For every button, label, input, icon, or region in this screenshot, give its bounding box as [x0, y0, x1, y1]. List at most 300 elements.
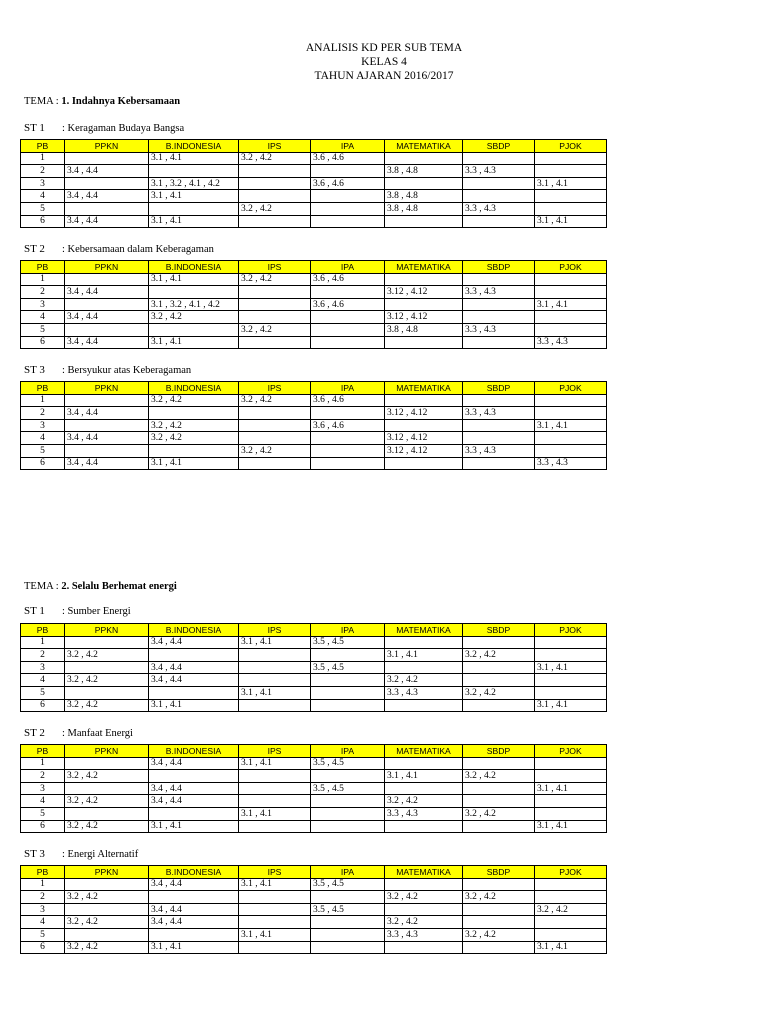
- column-header: IPA: [311, 866, 385, 879]
- kd-cell: 3.3 , 4.3: [385, 928, 463, 941]
- pb-cell: 3: [21, 419, 65, 432]
- kd-cell: [463, 916, 535, 929]
- kd-cell: 3.1 , 4.1: [535, 820, 607, 833]
- pb-cell: 4: [21, 916, 65, 929]
- pb-cell: 4: [21, 432, 65, 445]
- kd-cell: [463, 190, 535, 203]
- kd-cell: [239, 432, 311, 445]
- pb-cell: 4: [21, 674, 65, 687]
- kd-cell: 3.4 , 4.4: [65, 286, 149, 299]
- kd-cell: [535, 444, 607, 457]
- column-header: MATEMATIKA: [385, 866, 463, 879]
- pb-cell: 6: [21, 336, 65, 349]
- kd-cell: [535, 770, 607, 783]
- table-row: [21, 457, 607, 470]
- kd-cell: 3.4 , 4.4: [149, 674, 239, 687]
- kd-cell: [311, 323, 385, 336]
- kd-cell: [385, 820, 463, 833]
- kd-cell: 3.5 , 4.5: [311, 661, 385, 674]
- kd-cell: [311, 941, 385, 954]
- kd-cell: [65, 636, 149, 649]
- kd-cell: 3.1 , 4.1: [149, 273, 239, 286]
- kd-cell: [311, 916, 385, 929]
- column-header: PPKN: [65, 624, 149, 637]
- kd-cell: [463, 941, 535, 954]
- column-header: SBDP: [463, 382, 535, 395]
- kd-cell: [385, 941, 463, 954]
- kd-cell: 3.1 , 4.1: [535, 941, 607, 954]
- kd-cell: 3.1 , 4.1: [149, 215, 239, 228]
- subtema-heading: [24, 727, 133, 739]
- table-row: [21, 686, 607, 699]
- subtema-heading: [24, 605, 131, 617]
- kd-cell: 3.12 , 4.12: [385, 286, 463, 299]
- kd-cell: [311, 407, 385, 420]
- kd-cell: 3.1 , 4.1: [239, 807, 311, 820]
- column-header: IPS: [239, 624, 311, 637]
- table-row: [21, 674, 607, 687]
- kd-cell: [239, 407, 311, 420]
- kd-cell: 3.3 , 4.3: [535, 457, 607, 470]
- table-row: [21, 152, 607, 165]
- kd-cell: [385, 298, 463, 311]
- column-header: B.INDONESIA: [149, 382, 239, 395]
- kd-cell: [65, 298, 149, 311]
- kd-cell: [385, 636, 463, 649]
- kd-cell: 3.2 , 4.2: [463, 891, 535, 904]
- pb-cell: 1: [21, 273, 65, 286]
- kd-cell: [535, 407, 607, 420]
- kd-cell: [463, 782, 535, 795]
- kd-cell: 3.4 , 4.4: [65, 165, 149, 178]
- kd-cell: 3.3 , 4.3: [385, 686, 463, 699]
- subtema-name: : Energi Alternatif: [62, 849, 139, 860]
- header-row: [21, 261, 607, 274]
- column-header: IPA: [311, 624, 385, 637]
- pb-cell: 1: [21, 757, 65, 770]
- table-row: [21, 795, 607, 808]
- kd-cell: [239, 770, 311, 783]
- table-row: [21, 782, 607, 795]
- kd-cell: [149, 323, 239, 336]
- kd-cell: [239, 820, 311, 833]
- kd-cell: [535, 916, 607, 929]
- kd-cell: [463, 795, 535, 808]
- column-header: PB: [21, 866, 65, 879]
- kd-cell: 3.6 , 4.6: [311, 298, 385, 311]
- kd-cell: [239, 215, 311, 228]
- kd-cell: [463, 311, 535, 324]
- kd-cell: [385, 215, 463, 228]
- kd-cell: [149, 649, 239, 662]
- kd-cell: [535, 636, 607, 649]
- kd-cell: [65, 273, 149, 286]
- kd-cell: 3.6 , 4.6: [311, 152, 385, 165]
- kd-cell: [463, 336, 535, 349]
- kd-cell: [311, 891, 385, 904]
- kd-cell: [535, 928, 607, 941]
- pb-cell: 1: [21, 394, 65, 407]
- kd-cell: 3.3 , 4.3: [463, 444, 535, 457]
- column-header: PB: [21, 261, 65, 274]
- column-header: PPKN: [65, 382, 149, 395]
- kd-cell: [535, 394, 607, 407]
- kd-cell: 3.1 , 4.1: [149, 820, 239, 833]
- kd-cell: 3.8 , 4.8: [385, 190, 463, 203]
- column-header: MATEMATIKA: [385, 745, 463, 758]
- kd-cell: 3.3 , 4.3: [385, 807, 463, 820]
- kd-cell: 3.2 , 4.2: [385, 795, 463, 808]
- table-row: [21, 903, 607, 916]
- doc-year: TAHUN AJARAN 2016/2017: [314, 70, 454, 82]
- kd-cell: 3.1 , 4.1: [149, 699, 239, 712]
- pb-cell: 3: [21, 782, 65, 795]
- column-header: PJOK: [535, 624, 607, 637]
- kd-cell: [149, 407, 239, 420]
- kd-cell: 3.4 , 4.4: [65, 190, 149, 203]
- kd-cell: [65, 444, 149, 457]
- pb-cell: 3: [21, 661, 65, 674]
- kd-cell: [239, 419, 311, 432]
- kd-cell: [239, 286, 311, 299]
- subtema-name: : Bersyukur atas Keberagaman: [62, 365, 192, 376]
- pb-cell: 6: [21, 457, 65, 470]
- kd-cell: [239, 891, 311, 904]
- kd-cell: [149, 686, 239, 699]
- kd-cell: [239, 941, 311, 954]
- kd-cell: [311, 286, 385, 299]
- table-row: [21, 336, 607, 349]
- kd-cell: [385, 878, 463, 891]
- kd-cell: [535, 757, 607, 770]
- kd-cell: [149, 202, 239, 215]
- kd-cell: [65, 928, 149, 941]
- kd-cell: [463, 699, 535, 712]
- kd-cell: 3.2 , 4.2: [65, 795, 149, 808]
- kd-cell: [311, 820, 385, 833]
- kd-cell: [463, 820, 535, 833]
- kd-cell: [385, 661, 463, 674]
- kd-cell: [535, 686, 607, 699]
- kd-cell: 3.2 , 4.2: [463, 686, 535, 699]
- table-row: [21, 770, 607, 783]
- kd-cell: 3.2 , 4.2: [385, 916, 463, 929]
- column-header: MATEMATIKA: [385, 261, 463, 274]
- column-header: PB: [21, 140, 65, 153]
- table-row: [21, 807, 607, 820]
- kd-cell: [239, 457, 311, 470]
- kd-cell: 3.6 , 4.6: [311, 419, 385, 432]
- column-header: B.INDONESIA: [149, 866, 239, 879]
- kd-cell: 3.8 , 4.8: [385, 165, 463, 178]
- subtema-name: : Manfaat Energi: [62, 728, 133, 739]
- kd-cell: 3.4 , 4.4: [149, 636, 239, 649]
- column-header: PJOK: [535, 140, 607, 153]
- kd-cell: 3.2 , 4.2: [463, 928, 535, 941]
- pb-cell: 2: [21, 770, 65, 783]
- column-header: SBDP: [463, 140, 535, 153]
- kd-cell: 3.2 , 4.2: [239, 152, 311, 165]
- table-row: [21, 419, 607, 432]
- kd-cell: 3.2 , 4.2: [463, 770, 535, 783]
- kd-cell: [385, 457, 463, 470]
- column-header: PB: [21, 745, 65, 758]
- pb-cell: 1: [21, 878, 65, 891]
- column-header: SBDP: [463, 624, 535, 637]
- kd-cell: [463, 878, 535, 891]
- kd-cell: 3.2 , 4.2: [65, 941, 149, 954]
- table-row: [21, 311, 607, 324]
- subtema-name: : Kebersamaan dalam Keberagaman: [62, 244, 214, 255]
- kd-cell: [311, 807, 385, 820]
- kd-cell: 3.1 , 3.2 , 4.1 , 4.2: [149, 298, 239, 311]
- kd-cell: 3.3 , 4.3: [463, 323, 535, 336]
- kd-cell: [239, 795, 311, 808]
- kd-cell: [311, 649, 385, 662]
- table-row: [21, 215, 607, 228]
- column-header: IPA: [311, 140, 385, 153]
- column-header: MATEMATIKA: [385, 140, 463, 153]
- kd-cell: [65, 202, 149, 215]
- tema-heading: [24, 96, 180, 107]
- kd-cell: 3.4 , 4.4: [149, 903, 239, 916]
- kd-cell: [463, 273, 535, 286]
- kd-cell: [239, 190, 311, 203]
- kd-cell: 3.2 , 4.2: [65, 649, 149, 662]
- kd-cell: 3.2 , 4.2: [149, 394, 239, 407]
- header-row: [21, 140, 607, 153]
- kd-cell: 3.1 , 4.1: [535, 699, 607, 712]
- column-header: B.INDONESIA: [149, 140, 239, 153]
- kd-cell: [385, 782, 463, 795]
- pb-cell: 5: [21, 323, 65, 336]
- kd-cell: [535, 190, 607, 203]
- column-header: B.INDONESIA: [149, 745, 239, 758]
- kd-cell: 3.4 , 4.4: [149, 878, 239, 891]
- header-row: [21, 866, 607, 879]
- subtema-heading: [24, 364, 191, 376]
- kd-cell: 3.4 , 4.4: [149, 757, 239, 770]
- column-header: IPS: [239, 140, 311, 153]
- kd-cell: 3.6 , 4.6: [311, 394, 385, 407]
- pb-cell: 6: [21, 215, 65, 228]
- kd-cell: 3.1 , 4.1: [535, 661, 607, 674]
- kd-cell: [149, 807, 239, 820]
- pb-cell: 5: [21, 686, 65, 699]
- tema-prefix: TEMA :: [24, 581, 62, 592]
- table-row: [21, 661, 607, 674]
- column-header: SBDP: [463, 261, 535, 274]
- column-header: PJOK: [535, 745, 607, 758]
- kd-cell: [463, 661, 535, 674]
- column-header: PPKN: [65, 866, 149, 879]
- pb-cell: 4: [21, 190, 65, 203]
- column-header: PB: [21, 382, 65, 395]
- kd-cell: [65, 419, 149, 432]
- table-row: [21, 298, 607, 311]
- table-row: [21, 878, 607, 891]
- kd-cell: 3.1 , 4.1: [535, 782, 607, 795]
- kd-cell: 3.1 , 4.1: [239, 686, 311, 699]
- table-row: [21, 202, 607, 215]
- kd-cell: 3.4 , 4.4: [65, 407, 149, 420]
- column-header: IPA: [311, 745, 385, 758]
- kd-cell: 3.2 , 4.2: [149, 311, 239, 324]
- tema-prefix: TEMA :: [24, 96, 62, 107]
- table-row: [21, 444, 607, 457]
- subtema-label: ST 2: [24, 243, 45, 255]
- kd-cell: [149, 444, 239, 457]
- subtema-name: : Keragaman Budaya Bangsa: [62, 123, 185, 134]
- kd-cell: [535, 878, 607, 891]
- column-header: IPA: [311, 382, 385, 395]
- kd-cell: 3.1 , 4.1: [239, 928, 311, 941]
- column-header: IPS: [239, 745, 311, 758]
- kd-cell: [463, 419, 535, 432]
- column-header: PPKN: [65, 261, 149, 274]
- kd-cell: [385, 699, 463, 712]
- kd-cell: 3.4 , 4.4: [65, 457, 149, 470]
- table-row: [21, 273, 607, 286]
- kd-table: [20, 865, 607, 954]
- pb-cell: 5: [21, 444, 65, 457]
- kd-cell: [535, 649, 607, 662]
- kd-cell: [311, 674, 385, 687]
- kd-table: [20, 623, 607, 712]
- column-header: IPS: [239, 866, 311, 879]
- kd-cell: [385, 273, 463, 286]
- kd-cell: [463, 432, 535, 445]
- kd-cell: [535, 807, 607, 820]
- kd-cell: [535, 286, 607, 299]
- subtema-label: ST 3: [24, 848, 45, 860]
- kd-cell: [463, 215, 535, 228]
- pb-cell: 5: [21, 807, 65, 820]
- kd-cell: [239, 674, 311, 687]
- kd-cell: [239, 903, 311, 916]
- kd-cell: 3.12 , 4.12: [385, 444, 463, 457]
- kd-cell: 3.8 , 4.8: [385, 323, 463, 336]
- kd-cell: 3.1 , 4.1: [239, 636, 311, 649]
- pb-cell: 1: [21, 152, 65, 165]
- kd-cell: 3.2 , 4.2: [239, 273, 311, 286]
- kd-cell: [535, 432, 607, 445]
- kd-cell: 3.2 , 4.2: [65, 699, 149, 712]
- pb-cell: 6: [21, 699, 65, 712]
- table-row: [21, 928, 607, 941]
- kd-cell: 3.12 , 4.12: [385, 432, 463, 445]
- kd-cell: [385, 394, 463, 407]
- pb-cell: 5: [21, 202, 65, 215]
- kd-cell: [239, 177, 311, 190]
- column-header: PPKN: [65, 745, 149, 758]
- kd-cell: [239, 311, 311, 324]
- kd-cell: 3.1 , 4.1: [385, 770, 463, 783]
- kd-table: [20, 139, 607, 228]
- kd-cell: [311, 457, 385, 470]
- column-header: PB: [21, 624, 65, 637]
- kd-cell: [535, 165, 607, 178]
- kd-cell: 3.4 , 4.4: [149, 782, 239, 795]
- subtema-label: ST 1: [24, 122, 45, 134]
- kd-cell: 3.2 , 4.2: [65, 770, 149, 783]
- kd-cell: [239, 661, 311, 674]
- kd-cell: [463, 757, 535, 770]
- subtema-label: ST 3: [24, 364, 45, 376]
- table-row: [21, 432, 607, 445]
- kd-cell: [239, 916, 311, 929]
- kd-cell: [65, 782, 149, 795]
- subtema-name: : Sumber Energi: [62, 606, 131, 617]
- kd-cell: 3.2 , 4.2: [65, 891, 149, 904]
- kd-cell: 3.1 , 4.1: [149, 941, 239, 954]
- column-header: SBDP: [463, 745, 535, 758]
- kd-cell: [463, 298, 535, 311]
- table-row: [21, 165, 607, 178]
- kd-cell: 3.12 , 4.12: [385, 407, 463, 420]
- kd-cell: 3.3 , 4.3: [463, 165, 535, 178]
- kd-cell: [311, 444, 385, 457]
- table-row: [21, 820, 607, 833]
- kd-cell: [535, 674, 607, 687]
- kd-cell: 3.4 , 4.4: [149, 795, 239, 808]
- pb-cell: 2: [21, 407, 65, 420]
- table-row: [21, 636, 607, 649]
- kd-cell: [65, 903, 149, 916]
- kd-cell: 3.12 , 4.12: [385, 311, 463, 324]
- kd-cell: [149, 165, 239, 178]
- kd-cell: [149, 891, 239, 904]
- table-row: [21, 394, 607, 407]
- kd-cell: 3.2 , 4.2: [535, 903, 607, 916]
- kd-cell: 3.2 , 4.2: [239, 394, 311, 407]
- kd-cell: [311, 795, 385, 808]
- kd-cell: 3.1 , 4.1: [535, 215, 607, 228]
- kd-cell: 3.1 , 4.1: [385, 649, 463, 662]
- column-header: MATEMATIKA: [385, 382, 463, 395]
- kd-cell: 3.1 , 4.1: [239, 878, 311, 891]
- kd-cell: [65, 878, 149, 891]
- column-header: IPS: [239, 382, 311, 395]
- tema-name: 1. Indahnya Kebersamaan: [61, 96, 181, 107]
- table-row: [21, 757, 607, 770]
- kd-cell: 3.2 , 4.2: [385, 891, 463, 904]
- table-row: [21, 323, 607, 336]
- column-header: IPS: [239, 261, 311, 274]
- kd-cell: [385, 152, 463, 165]
- table-row: [21, 177, 607, 190]
- kd-cell: [385, 177, 463, 190]
- kd-cell: 3.4 , 4.4: [149, 661, 239, 674]
- kd-cell: [311, 190, 385, 203]
- table-row: [21, 649, 607, 662]
- kd-cell: 3.3 , 4.3: [463, 286, 535, 299]
- tema-heading: [24, 581, 177, 592]
- kd-cell: 3.2 , 4.2: [65, 916, 149, 929]
- kd-cell: [535, 152, 607, 165]
- kd-cell: 3.6 , 4.6: [311, 177, 385, 190]
- kd-cell: 3.1 , 4.1: [149, 336, 239, 349]
- kd-cell: 3.3 , 4.3: [463, 407, 535, 420]
- column-header: PJOK: [535, 261, 607, 274]
- kd-table: [20, 744, 607, 833]
- pb-cell: 2: [21, 165, 65, 178]
- table-row: [21, 190, 607, 203]
- kd-cell: [311, 336, 385, 349]
- kd-table: [20, 260, 607, 349]
- header-row: [21, 745, 607, 758]
- kd-cell: [65, 152, 149, 165]
